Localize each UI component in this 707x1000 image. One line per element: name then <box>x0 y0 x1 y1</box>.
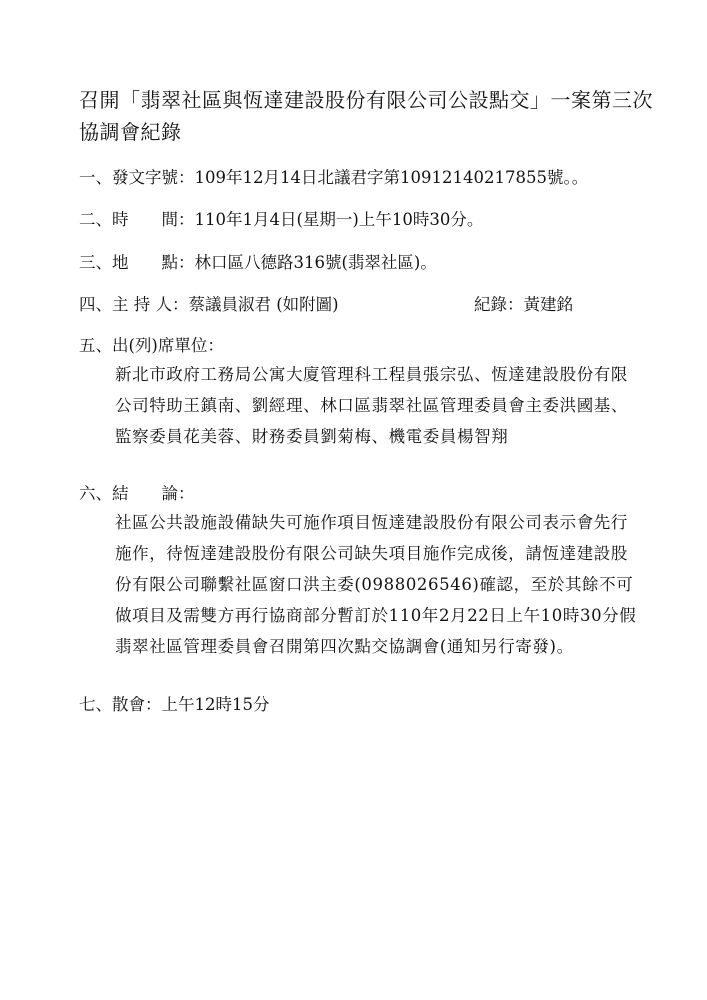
doc-number-line: 一、發文字號：109年12月14日北議君字第10912140217855號。。 <box>79 168 589 187</box>
attendees-body: 新北市政府工務局公寓大廈管理科工程員張宗弘、恆達建設股份有限公司特助王鎮南、劉經理、林口區翡翠社區管理委員會主委洪國基、監察委員花美蓉、財務委員劉菊梅、機電委員楊智翔 <box>115 365 628 446</box>
time-line: 二、時 間：110年1月4日(星期一)上午10時30分。 <box>79 210 484 229</box>
document-title: 召開「翡翠社區與恆達建設股份有限公司公設點交」一案第三次協調會紀錄 <box>79 88 653 144</box>
chair-line: 四、主 持 人：蔡議員淑君 (如附圖) <box>79 295 339 314</box>
conclusion-heading: 六、結 論： <box>79 484 195 503</box>
attendees-heading: 五、出(列)席單位： <box>79 336 224 355</box>
recorder-line: 紀錄：黃建銘 <box>474 295 573 314</box>
conclusion-body: 社區公共設施設備缺失可施作項目恆達建設股份有限公司表示會先行施作，待恆達建設股份有限公司缺失項目施作完成後，請恆達建設股份有限公司聯繫社區窗口洪主委(0988026546)確認，至於其餘不可做項目及需雙方再行協商部分暫訂於110年2月22日上午10時30分假翡翠社區管理委員會召開第四次點交協調會(通知另行寄發)。 <box>115 513 637 656</box>
adjourn-line: 七、散會：上午12時15分 <box>79 695 270 714</box>
place-line: 三、地 點：林口區八德路316號(翡翠社區)。 <box>79 253 437 272</box>
